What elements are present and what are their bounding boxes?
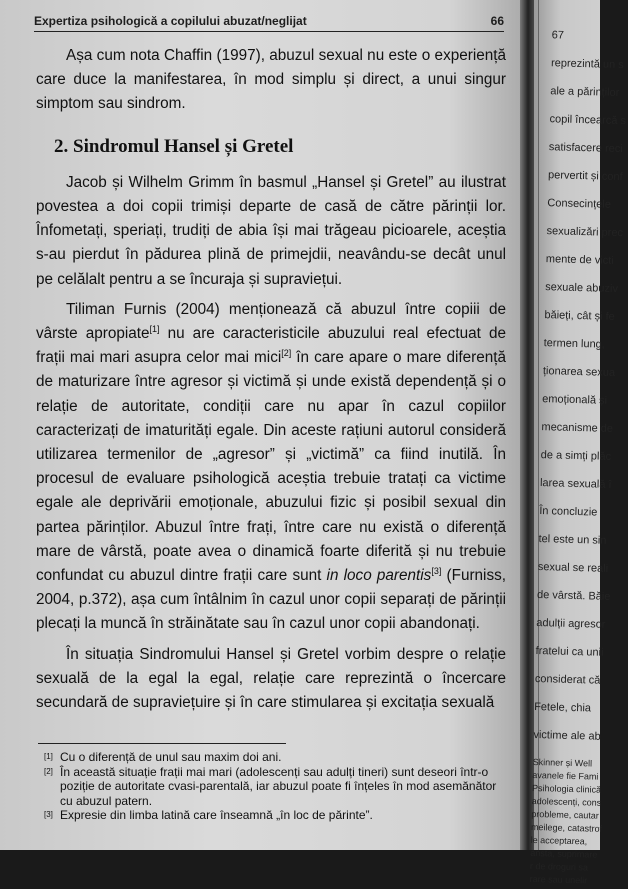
- header-title: Expertiza psihologică a copilului abuzat/neglijat: [34, 14, 307, 28]
- right-footnote-fragment: avanele fie Fami: [532, 769, 599, 782]
- right-fragment: de a simți plăc: [540, 449, 612, 463]
- right-fragment: mente de victi: [545, 253, 614, 267]
- right-footnote-fragment: Skinner și Well: [532, 756, 593, 769]
- footnote-ref-3: [3]: [431, 565, 442, 576]
- paragraph-1: Jacob și Wilhelm Grimm în basmul „Hansel și Gretel” au ilustrat povestea a doi copii trimiși departe de casă de către părinții lor. Înfometați, speriați, trudiți de abia își mai trăgeau picioarele, aceștia s-au pierdut în pădurea plină de primejdii, neavându-se decât unul pe celălalt pentru a se încuraja și supraviețui.: [36, 173, 506, 288]
- right-footnote-fragment: adolescenți, cons: [531, 795, 602, 808]
- right-fragment: satisfacere reci: [548, 141, 623, 156]
- section-heading: 2. Sindromul Hansel și Gretel: [54, 135, 294, 157]
- right-fragment: victime ale ab: [533, 728, 601, 743]
- right-page-edge: [529, 0, 627, 886]
- right-fragment: copil încearcă s: [549, 113, 627, 128]
- right-fragment: reprezintă un s: [550, 57, 624, 72]
- right-fragment: de vârstă. Băie: [536, 589, 611, 603]
- right-page-text-fragments: [529, 29, 627, 886]
- footnote-ref-1: [1]: [149, 323, 160, 334]
- page-number: 66: [490, 14, 504, 28]
- right-page-footnotes: [529, 756, 603, 886]
- right-footnote-fragment: r de droguri sa: [529, 860, 589, 873]
- running-header: [34, 14, 504, 32]
- paragraph-2-part4: (Furniss, 2004, p.372), așa cum întâlnim în cazul unor copii separați de părinții plecați la muncă în străinătate sau în cazul unor copii abandonați.: [36, 567, 507, 633]
- paragraph-2-part3: în care apare o mare diferență de maturizare între agresor și victimă și unde există dependență și o relație de autoritate, condiții care nu apar în cazul copiilor caracterizați de imaturități egale. Din aceste rațiuni autorul consideră utilizarea termenilor de „agresor” și „victimă” ca fiind inutilă. În procesul de evaluare psihologică aceștia trebuie tratați ca victime egale ale deprivării emoționale, abuzului fizic și posibil sexual din partea părinților. Abuzul între frați, între care nu există o diferență mare de vârstă, poate avea o dinamică foarte diferită și nu trebuie confundat cu abuzul dintre frații care sunt: [36, 349, 506, 585]
- paragraph-2: [36, 298, 506, 637]
- paragraph-2-part1: Tiliman Furnis (2004) menționează că abuzul între copiii de vârste apropiate: [36, 300, 506, 343]
- paragraph-2-part2: nu are caracteristicile abuzului real efectuat de frații mai mari asupra celor mai mici: [36, 325, 506, 367]
- right-fragment: Fetele, chia: [534, 700, 592, 715]
- right-footnote-fragment: rare sau unelir: [529, 873, 588, 886]
- footnote-mark: [2]: [44, 766, 53, 776]
- footnote-text: În această situație frații mai mari (adolescenți sau adulți tineri) sunt deseori într-o poziție de autoritate cvasi-parentală, iar abuzul poate fi înțeles în mod asemănător cu abuzul patern.: [60, 764, 497, 808]
- footnote-2: [44, 765, 506, 809]
- right-fragment: pervertit și conf: [547, 169, 623, 184]
- right-fragment: sexualizări prec: [546, 225, 624, 240]
- right-fragment: adulții agresor: [536, 617, 606, 631]
- right-fragment: tel este un sin: [538, 533, 607, 547]
- footnote-text: Cu o diferență de unul sau maxim doi ani.: [60, 750, 282, 764]
- right-footnote-fragment: ansta, suprimare: [530, 847, 598, 860]
- right-fragment: În concluzie: [539, 505, 598, 519]
- right-fragment: ționarea sexua: [542, 365, 616, 379]
- footnote-text: Expresie din limba latină care înseamnă „în loc de părinte”.: [60, 808, 373, 823]
- right-fragment: sexuale abuziv: [544, 281, 619, 296]
- footnote-1: [44, 750, 506, 765]
- right-fragment: larea sexuală î: [539, 477, 612, 491]
- intro-paragraph: Așa cum nota Chaffin (1997), abuzul sexual nu este o experiență care duce la manifestarea, în mod simplu și direct, a unui singur simptom sau sindrom.: [36, 47, 506, 113]
- right-footnote-fragment: meilege, catastrof: [530, 821, 603, 834]
- right-fragment: Consecințele: [547, 197, 612, 211]
- body-text: [36, 44, 506, 715]
- right-fragment: mecanisme de: [541, 421, 614, 435]
- right-footnote-fragment: Psihologia clinică: [531, 782, 602, 795]
- right-fragment: ale a părinților: [550, 85, 620, 99]
- right-fragment: emoțională și: [542, 393, 608, 407]
- right-footnote-fragment: le acceptarea,: [530, 834, 588, 847]
- right-fragment: băieți, cât și fe: [544, 309, 615, 323]
- footnote-ref-2: [2]: [281, 348, 292, 359]
- footnote-mark: [3]: [44, 810, 53, 820]
- footnotes: [44, 750, 506, 823]
- right-fragment: considerat că: [534, 672, 601, 687]
- footnote-3: [44, 808, 506, 823]
- paragraph-3: În situația Sindromului Hansel și Gretel vorbim despre o relație sexuală de la egal la egal, relație care reprezintă o încercare secundară de supraviețuire și în care stimularea și excitația sexuală: [36, 645, 506, 712]
- right-fragment: termen lung,: [543, 337, 605, 351]
- latin-phrase: in loco parentis: [326, 567, 432, 585]
- right-fragment: fratelui ca unii: [535, 645, 604, 659]
- right-footnote-fragment: probleme, cautar: [531, 808, 600, 821]
- footnote-divider: [38, 743, 286, 744]
- right-fragment: sexual se reali: [537, 561, 609, 575]
- footnote-mark: [1]: [44, 752, 53, 761]
- right-fragment: 67: [551, 29, 565, 42]
